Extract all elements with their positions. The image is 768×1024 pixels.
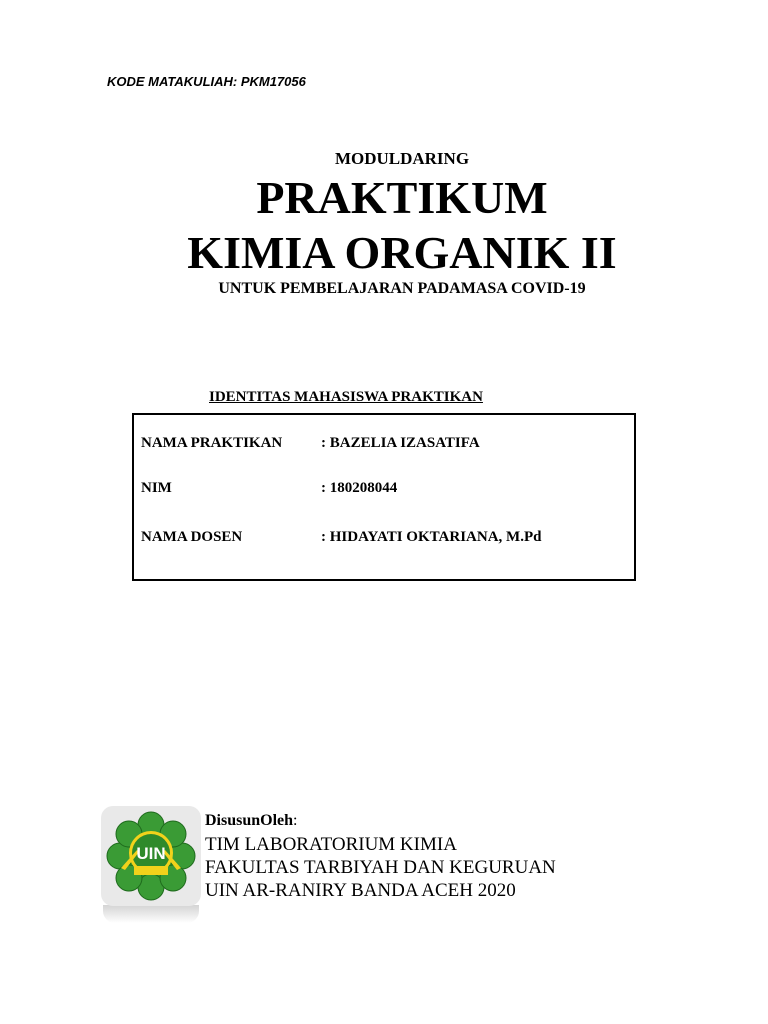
logo-reflection	[103, 905, 199, 923]
prepared-by-colon: :	[293, 812, 298, 829]
title-line-1: PRAKTIKUM	[256, 172, 548, 223]
module-type: MODULDARING	[334, 149, 470, 168]
identity-row-name	[141, 435, 480, 452]
identity-label: NAMA DOSEN	[141, 529, 243, 545]
identity-row-lecturer	[141, 529, 541, 546]
identity-heading: IDENTITAS MAHASISWA PRAKTIKAN	[209, 389, 483, 405]
logo-text: UIN	[136, 844, 166, 863]
identity-row-nim	[141, 480, 397, 497]
identity-label: NAMA PRAKTIKAN	[141, 435, 283, 451]
org-line-lab: TIM LABORATORIUM KIMIA	[205, 834, 457, 855]
title-line-2: KIMIA ORGANIK II	[187, 227, 617, 278]
course-code: KODE MATAKULIAH: PKM17056	[107, 74, 306, 89]
org-line-faculty: FAKULTAS TARBIYAH DAN KEGURUAN	[205, 857, 556, 878]
uin-ar-raniry-logo-icon	[101, 806, 201, 906]
prepared-by-label	[205, 812, 298, 830]
prepared-by-text: DisusunOleh	[205, 812, 294, 829]
identity-value: : BAZELIA IZASATIFA	[321, 435, 480, 451]
identity-label: NIM	[141, 480, 172, 496]
subtitle: UNTUK PEMBELAJARAN PADAMASA COVID-19	[218, 280, 586, 297]
identity-value: : 180208044	[321, 480, 398, 496]
identity-value: : HIDAYATI OKTARIANA, M.Pd	[321, 529, 542, 545]
org-line-university: UIN AR-RANIRY BANDA ACEH 2020	[205, 880, 516, 901]
identity-box	[132, 413, 636, 581]
